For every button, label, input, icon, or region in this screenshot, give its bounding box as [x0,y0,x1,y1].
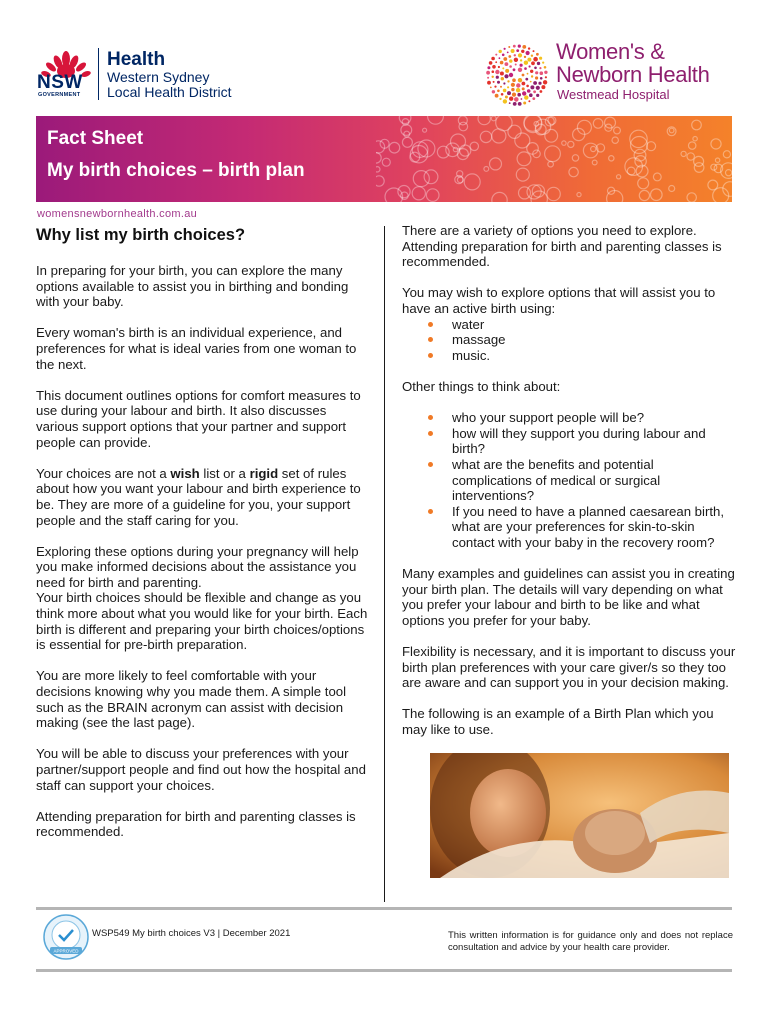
logo-dot [542,62,544,64]
banner-bubble [376,167,380,172]
document-reference: WSP549 My birth choices V3 | December 2021 [92,928,291,939]
banner-bubble [389,142,400,153]
banner-bubble [708,180,718,190]
banner-bubble [568,141,574,147]
logo-dot [533,81,537,85]
logo-dot [495,61,497,63]
logo-dot [525,78,528,81]
banner-bubble [459,122,468,131]
banner-bubble [376,153,381,163]
left-column [36,224,371,856]
list-item: music. [402,348,737,364]
logo-dot [520,59,522,61]
banner-bubble [669,128,674,133]
logo-dot [509,102,511,104]
logo-dot [502,54,505,57]
banner-bubble [681,151,686,156]
logo-dot [538,82,541,85]
document-title: My birth choices – birth plan [47,160,305,181]
banner-bubble [547,187,560,200]
banner-bubble [694,163,704,173]
logo-dot [536,86,540,90]
logo-dot [513,68,516,71]
logo-dot [521,50,524,53]
logo-dot [505,96,508,99]
banner-bubble [508,125,521,138]
logo-dot [499,98,501,100]
logo-dot [530,81,532,83]
wnh-hospital: Westmead Hospital [557,87,670,102]
banner-bubble [593,119,603,129]
footer-rule-bottom [36,969,732,972]
logo-dot [497,81,500,84]
logo-dot [522,91,526,95]
banner-bubble [711,139,721,149]
fact-sheet-banner [36,116,732,202]
banner-bubble [609,156,614,161]
logo-dot [541,85,545,89]
health-district-line-2: Local Health District [107,84,232,100]
banner-bubble [638,178,649,189]
paragraph: You will be able to discuss your preferences with your partner/support people and find out how the hospital and staff can support your choices. [36,746,366,793]
logo-dot [544,71,547,74]
logo-dot [507,91,511,95]
banner-bubble [548,161,554,167]
logo-dot [524,95,528,99]
banner-bubble-pattern [376,116,732,202]
things-to-think-list [402,410,737,550]
footer-rule-top [36,907,732,910]
logo-dot [545,76,547,78]
banner-kicker: Fact Sheet [47,128,144,149]
logo-dot [531,61,535,65]
logo-dot [504,74,508,78]
banner-bubble [492,129,506,143]
banner-bubble [726,170,732,176]
column-divider [384,226,385,902]
logo-dot [492,70,495,73]
wnh-title [556,40,710,86]
banner-bubble [404,131,410,137]
logo-dot [487,77,489,79]
logo-dot [537,62,540,65]
paragraph: This document outlines options for comfort measures to use during your labour and birth. It also discusses various support options that your partner and support people can provide. [36,387,361,450]
logo-dot [514,58,518,62]
logo-dot [524,67,527,70]
banner-bubble [669,186,675,192]
paragraph: Other things to think about: [402,378,561,394]
logo-dot [503,57,507,61]
logo-dot [540,90,543,93]
logo-dot [514,97,519,102]
logo-dot [493,81,495,83]
bullet-icon [428,322,433,327]
bullet-icon [428,462,433,467]
nsw-government-label: GOVERNMENT [38,92,81,98]
logo-dot [507,80,509,82]
logo-dot [533,90,536,93]
logo-dot [530,70,533,73]
logo-dot [509,59,512,62]
logo-dot [489,61,493,65]
logo-dot [536,53,539,56]
logo-dot [499,57,501,59]
logo-dot [526,85,529,88]
svg-text:APPROVED: APPROVED [53,948,79,954]
banner-bubble [592,160,597,165]
logo-dot [518,102,522,106]
logo-dot [531,55,533,57]
logo-dot [522,87,525,90]
logo-dot [528,100,530,102]
wnh-title-line-2: Newborn Health [556,62,710,87]
paragraph: Every woman's birth is an individual experience, and preferences for what is ideal varies from one woman to the next. [36,325,357,372]
logo-dot [516,49,519,52]
logo-dot [509,73,513,77]
logo-dot [534,67,537,70]
logo-dot [539,57,542,60]
logo-dot [515,64,517,66]
banner-bubble [605,117,616,128]
logo-dot [499,50,502,53]
logo-dot [518,45,521,48]
banner-bubble [484,167,489,172]
logo-dot [524,56,526,58]
banner-bubble [687,153,694,160]
paragraph: Exploring these options during your pregnancy will help you make informed decisions about the assistance you need for birth and parenting. [36,543,359,590]
logo-dot [522,74,525,77]
bullet-icon [428,353,433,358]
banner-bubble [401,192,408,199]
right-column [402,223,737,878]
logo-dot [518,53,522,57]
disclaimer-text: This written information is for guidance only and does not replace consultation and advice by your health care provider. [448,930,733,953]
logo-dot [507,52,509,54]
logo-dot [511,83,515,87]
logo-dot [516,83,520,87]
logo-dot [526,51,530,55]
banner-bubble [412,187,425,200]
logo-dot [490,87,492,89]
banner-bubble [723,151,730,158]
logo-dot [522,82,526,86]
logo-dot [523,102,526,105]
logo-dot [486,71,490,75]
banner-bubble [402,137,412,147]
banner-bubble [693,137,697,141]
wnh-title-line-1: Women's & [556,39,665,64]
banner-bubble [460,145,471,156]
list-item: what are the benefits and potential complications of medical or surgical interventions? [402,457,737,504]
logo-dot [492,76,494,78]
logo-dot [498,66,500,68]
logo-dot [532,97,535,100]
paragraph: Many examples and guidelines can assist you in creating your birth plan. The details will vary depending on what you prefer your labour and birth to be like and what options you prefer for your baby. [402,566,735,628]
logo-dot [508,55,511,58]
paragraph: Your choices are not a wish list or a rigid set of rules about how you want your labour and birth experience to be. They are more of a guideline for you, your support people and the staff caring for you. [36,465,361,528]
list-item: massage [402,332,737,348]
banner-bubble [545,129,558,142]
banner-bubble [577,193,581,197]
banner-bubble [491,116,496,121]
section-heading: Why list my birth choices? [36,226,246,244]
logo-dot [503,99,507,103]
logo-dot [491,57,495,61]
logo-dot [494,86,496,88]
banner-bubble [545,146,561,162]
logo-dot [527,58,531,62]
list-item: how will they support you during labour and birth? [402,426,737,457]
logo-dot [512,78,516,82]
logo-dot [501,77,504,80]
logo-dot [527,73,529,75]
banner-bubble [382,158,390,166]
banner-bubble [562,141,566,145]
logo-dot [513,102,517,106]
logo-dot [529,93,533,97]
logo-dot [539,67,541,69]
logo-dot [496,76,499,79]
paragraph: The following is an example of a Birth Plan which you may like to use. [402,706,714,737]
logo-dot [535,71,538,74]
banner-bubble [519,187,531,199]
banner-bubble [517,152,531,166]
logo-dot [520,64,523,67]
bullet-icon [428,431,433,436]
banner-bubble [385,188,403,202]
banner-bubble [464,174,480,190]
banner-bubble [687,193,696,202]
logo-dot [517,93,521,97]
logo-dot [540,71,544,75]
logo-dot [528,47,530,49]
banner-bubble [423,128,427,132]
logo-dot [505,62,509,66]
banner-bubble [480,131,491,142]
logo-dot [533,50,535,52]
emphasis-wish: wish [170,465,200,481]
list-item: water [402,317,737,333]
logo-dot [518,68,522,72]
logo-dot [502,67,504,69]
logo-dot [518,78,522,82]
banner-bubble [490,158,502,170]
logo-dot [509,65,512,68]
logo-dot [508,46,510,48]
logo-dot [516,88,520,92]
banner-bubble [591,146,596,151]
bullet-icon [428,509,433,514]
logo-dot [503,82,505,84]
logo-dot [492,90,495,93]
logo-dot [497,90,500,93]
mother-newborn-photo [430,753,729,878]
banner-bubble [612,137,618,143]
logo-dot [535,76,538,79]
header-divider [98,48,99,100]
logo-dot [522,45,526,49]
banner-bubble [516,168,529,181]
logo-dot [487,81,491,85]
banner-bubble [428,116,444,124]
paragraph: There are a variety of options you need to explore. Attending preparation for birth and parenting classes is recommended. [402,223,722,270]
logo-dot [544,66,547,69]
logo-dot [514,54,516,56]
paragraph: Your birth choices should be flexible and change as you think more about what you would like for your birth. Each birth is different and preparing your birth choices/options is essential for pre-birth preparation. [36,590,368,653]
logo-dot [500,86,502,88]
logo-dot [543,80,547,84]
paragraph: Attending preparation for birth and parenting classes is recommended. [36,808,356,840]
paragraph: You may wish to explore options that will assist you to have an active birth using: [402,285,716,316]
logo-dot [505,69,509,73]
logo-dot [529,65,531,67]
banner-bubble [437,146,449,158]
wnh-dot-circle-logo [486,44,548,106]
logo-dot [487,66,490,69]
banner-bubble [715,158,719,162]
banner-bubble [639,190,649,200]
banner-bubble [478,116,490,125]
bullet-icon [428,337,433,342]
logo-dot [492,65,496,69]
banner-bubble [689,142,696,149]
paragraph: You are more likely to feel comfortable with your decisions knowing why you made them. A simple tool such as the BRAIN acronym can assist with decision making (see the last page). [36,668,347,731]
logo-dot [507,86,509,88]
logo-dot [540,77,543,80]
logo-dot [500,61,504,65]
photo-illustration [430,753,729,878]
logo-dot [500,72,504,76]
nsw-wordmark: NSW [37,72,83,93]
logo-dot [495,94,499,98]
banner-bubble [492,192,507,202]
logo-dot [533,57,538,62]
logo-dot [495,54,497,56]
banner-bubble [376,176,384,186]
website-link[interactable]: womensnewbornhealth.com.au [37,208,198,220]
banner-bubble [617,175,621,179]
bullet-icon [428,415,433,420]
banner-bubble [653,173,661,181]
paragraph: Flexibility is necessary, and it is important to discuss your birth plan preferences with your care giver/s so they too are aware and can support you in your decision making. [402,644,736,691]
health-title: Health [107,49,166,70]
logo-dot [530,85,534,89]
logo-dot [495,70,499,74]
health-district-line-1: Western Sydney [107,69,210,85]
logo-dot [536,94,539,97]
health-district [107,70,232,100]
banner-bubble [614,127,621,134]
banner-bubble [569,167,578,176]
logo-dot [512,93,516,97]
logo-dot [513,45,516,48]
logo-dot [501,93,504,96]
logo-dot [511,88,514,91]
banner-bubble [692,120,702,130]
active-birth-list [402,317,737,364]
logo-dot [527,89,531,93]
logo-dot [503,89,507,93]
list-item: who your support people will be? [402,410,737,426]
banner-bubble [470,142,478,150]
paragraph: In preparing for your birth, you can explore the many options available to assist you in birthing and bonding with your baby. [36,263,349,310]
banner-bubble [572,155,578,161]
banner-bubble [426,189,439,202]
logo-dot [511,49,515,53]
emphasis-rigid: rigid [249,465,279,481]
banner-bubble [413,171,429,187]
logo-dot [524,61,528,65]
approval-seal-icon [42,913,90,961]
logo-dot [531,75,533,77]
logo-dot [509,97,513,101]
logo-dot [521,98,523,100]
list-item: If you need to have a planned caesarean birth, what are your preferences for skin-to-skin contact with your baby in the recovery room? [402,504,737,551]
banner-bubble [651,189,663,201]
logo-dot [504,48,506,50]
